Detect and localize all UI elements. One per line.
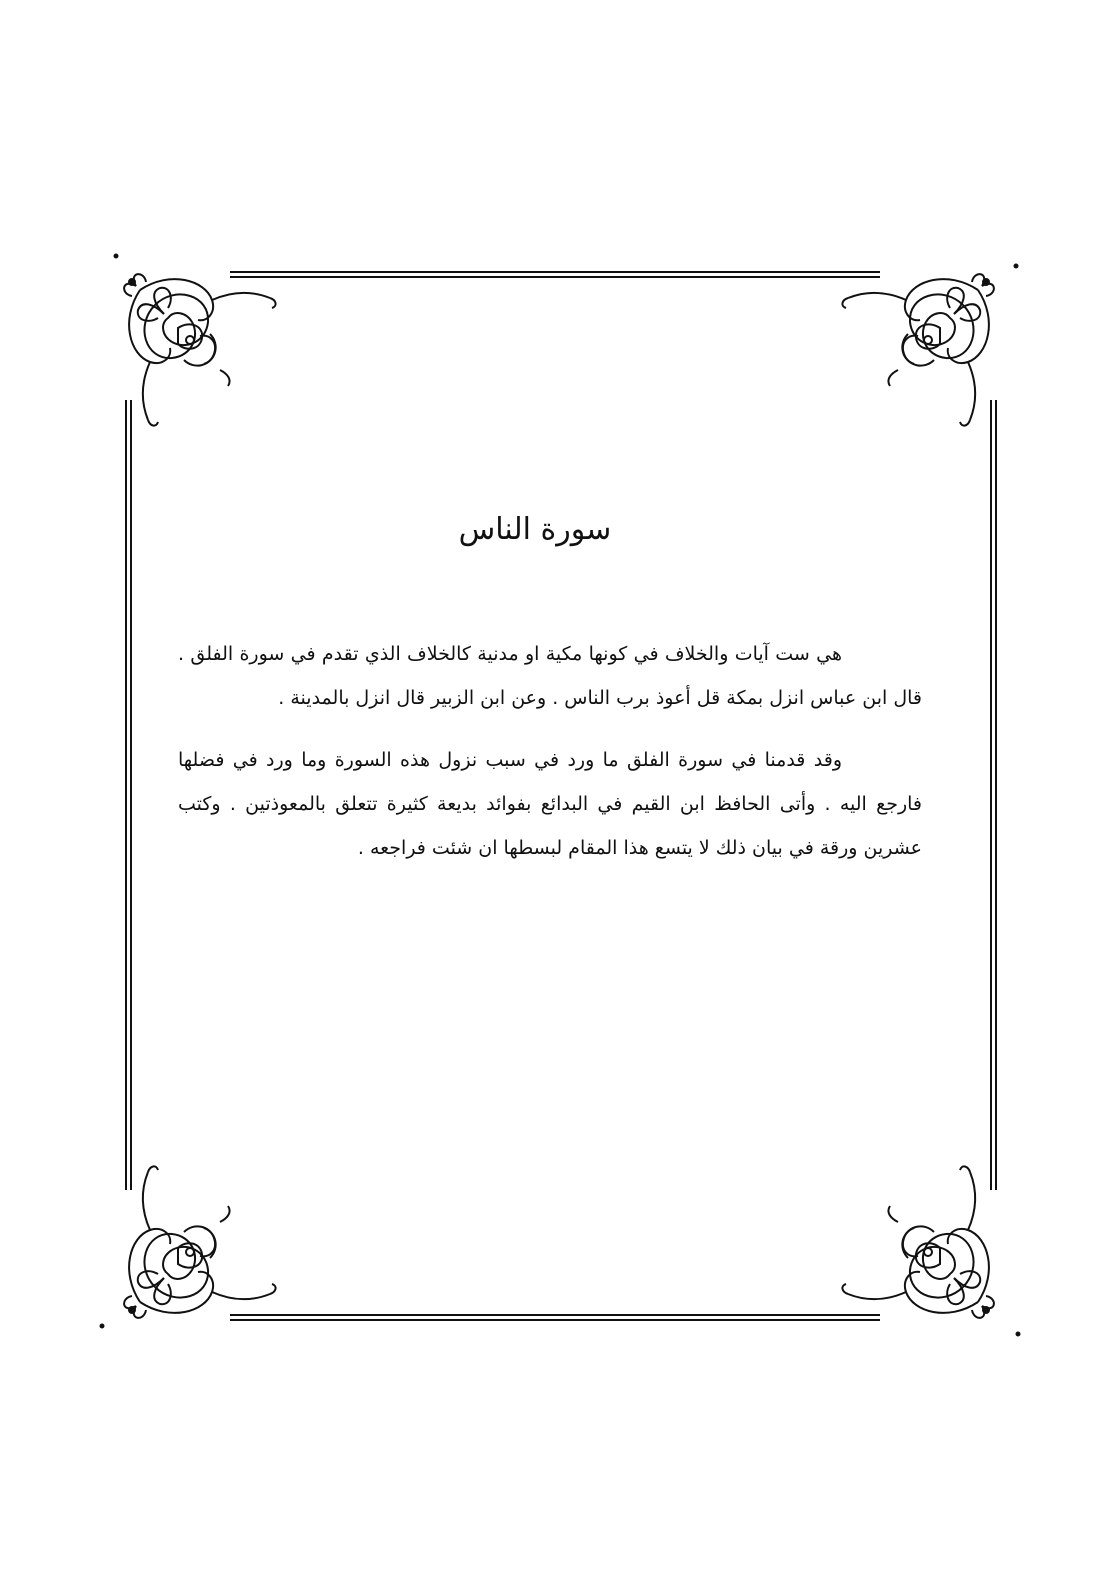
corner-ornament-top-right <box>842 274 994 426</box>
text-block <box>178 500 922 870</box>
corner-ornament-bottom-right <box>842 1166 994 1318</box>
paragraph-1: هي ست آيات والخلاف في كونها مكية او مدنية كالخلاف الذي تقدم في سورة الفلق . قال ابن عباس انزل بمكة قل أعوذ برب الناس . وعن ابن الزبير قال انزل بالمدينة . <box>178 643 922 709</box>
corner-ornament-top-left <box>124 274 276 426</box>
corner-ornament-bottom-left <box>124 1166 276 1318</box>
paragraph-2: وقد قدمنا في سورة الفلق ما ورد في سبب نزول هذه السورة وما ورد في فضلها فارجع اليه . وأتى الحافظ ابن القيم في البدائع بفوائد بديعة كثيرة تتعلق بالمعوذتين . وكتب عشرين ورقة في بيان ذلك لا يتسع هذا المقام لبسطها ان شئت فراجعه . <box>178 749 922 859</box>
page-title: سورة الناس <box>458 512 612 547</box>
